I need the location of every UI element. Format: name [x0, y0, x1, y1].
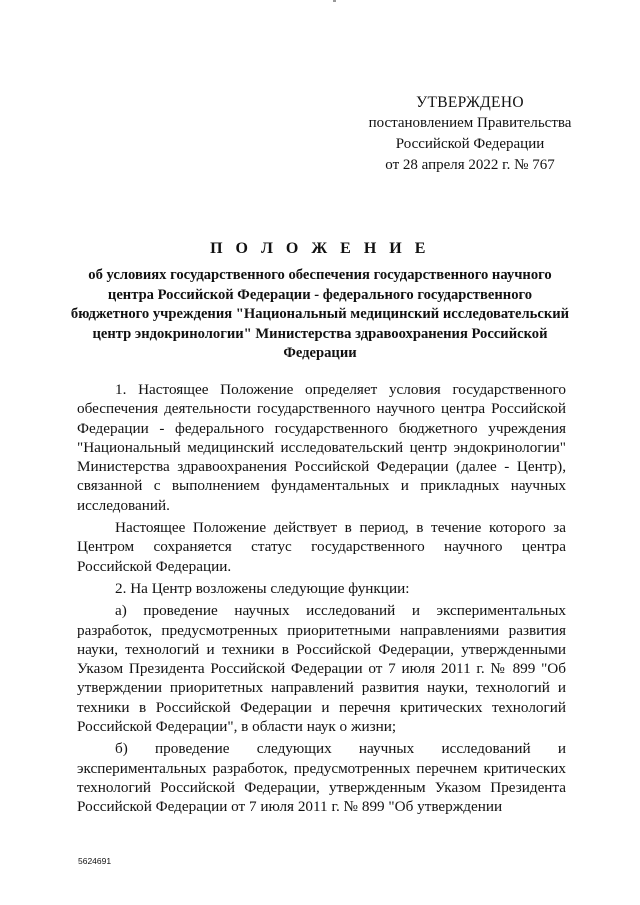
paragraph-4: а) проведение научных исследований и экспериментальных разработок, предусмотренных приоритетными направлениями развития науки, технологий и техники в Российской Федерации, утвержденными Указом Президента Российской Федерации от 7 июля 2011 г. № 899 "Об утверждении приоритетных направлений развития науки, технологий и техники в Российской Федерации и перечня критических технологий Российской Федерации", в области наук о жизни; [77, 602, 566, 736]
approval-line-1: постановлением Правительства [368, 115, 572, 131]
footer-code: 5624691 [78, 856, 112, 866]
approval-title: УТВЕРЖДЕНО [416, 94, 524, 111]
paragraph-5: б) проведение следующих научных исследований и экспериментальных разработок, предусмотренных перечнем критических технологий Российской Федерации, утвержденным Указом Президента Российской Федерации от 7 июля 2011 г. № 899 "Об утверждении [77, 740, 566, 816]
approval-line-2: Российской Федерации [395, 136, 545, 152]
approval-line-3: от 28 апреля 2022 г. № 767 [385, 157, 555, 173]
document-subtitle: об условиях государственного обеспечения государственного научного центра Российской Федерации - федерального государственного бюджетного учреждения "Национальный медицинский исследовательский центр эндокринологии" Министерства здравоохранения Российской Федерации [70, 267, 570, 361]
paragraph-3: 2. На Центр возложены следующие функции: [115, 579, 410, 597]
approval-block [340, 92, 600, 176]
document-title: П О Л О Ж Е Н И Е [210, 240, 430, 257]
paragraph-2: Настоящее Положение действует в период, в течение которого за Центром сохраняется статус государственного научного центра Российской Федерации. [77, 519, 566, 575]
scan-mark [333, 0, 336, 2]
paragraph-1: 1. Настоящее Положение определяет условия государственного обеспечения деятельности государственного научного центра Российской Федерации - федерального государственного бюджетного учреждения "Национальный медицинский исследовательский центр эндокринологии" Министерства здравоохранения Российской Федерации (далее - Центр), связанной с выполнением фундаментальных и прикладных научных исследований. [77, 381, 566, 514]
document-body [77, 380, 566, 817]
